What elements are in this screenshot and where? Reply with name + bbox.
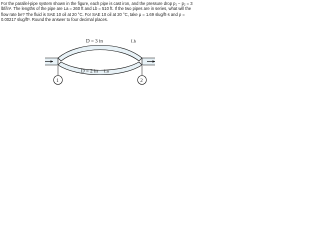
pipe-b-diameter-label: D = 3 in xyxy=(86,38,103,45)
pipe-b-length-label: Lb xyxy=(131,38,137,44)
pipe-a xyxy=(58,62,142,75)
node-1-label: 1 xyxy=(56,77,59,84)
node-2-label: 2 xyxy=(140,77,143,84)
parallel-pipe-diagram xyxy=(0,0,200,93)
pipe-a-length-label: La xyxy=(104,68,109,74)
problem-statement: For the parallel-pipe system shown in the figure, each pipe is cast iron, and the pressure drop p₁ − p₂ = 3 lbf/in². The lengths of the pipe are La = 260 ft and Lb = 510 ft. If the two pipes are in series, what will the flow rate be? The fluid is SAE 10 oil at 20 °C. For SAE 10 oil at 20 °C, take μ = 1.69 slug/ft·s and ρ = 0.00217 slug/ft³. Round the answer to four decimal places. xyxy=(1,1,193,22)
pipe-a-diameter-label: D = 2 in xyxy=(81,68,98,75)
pipe-b xyxy=(58,45,142,61)
